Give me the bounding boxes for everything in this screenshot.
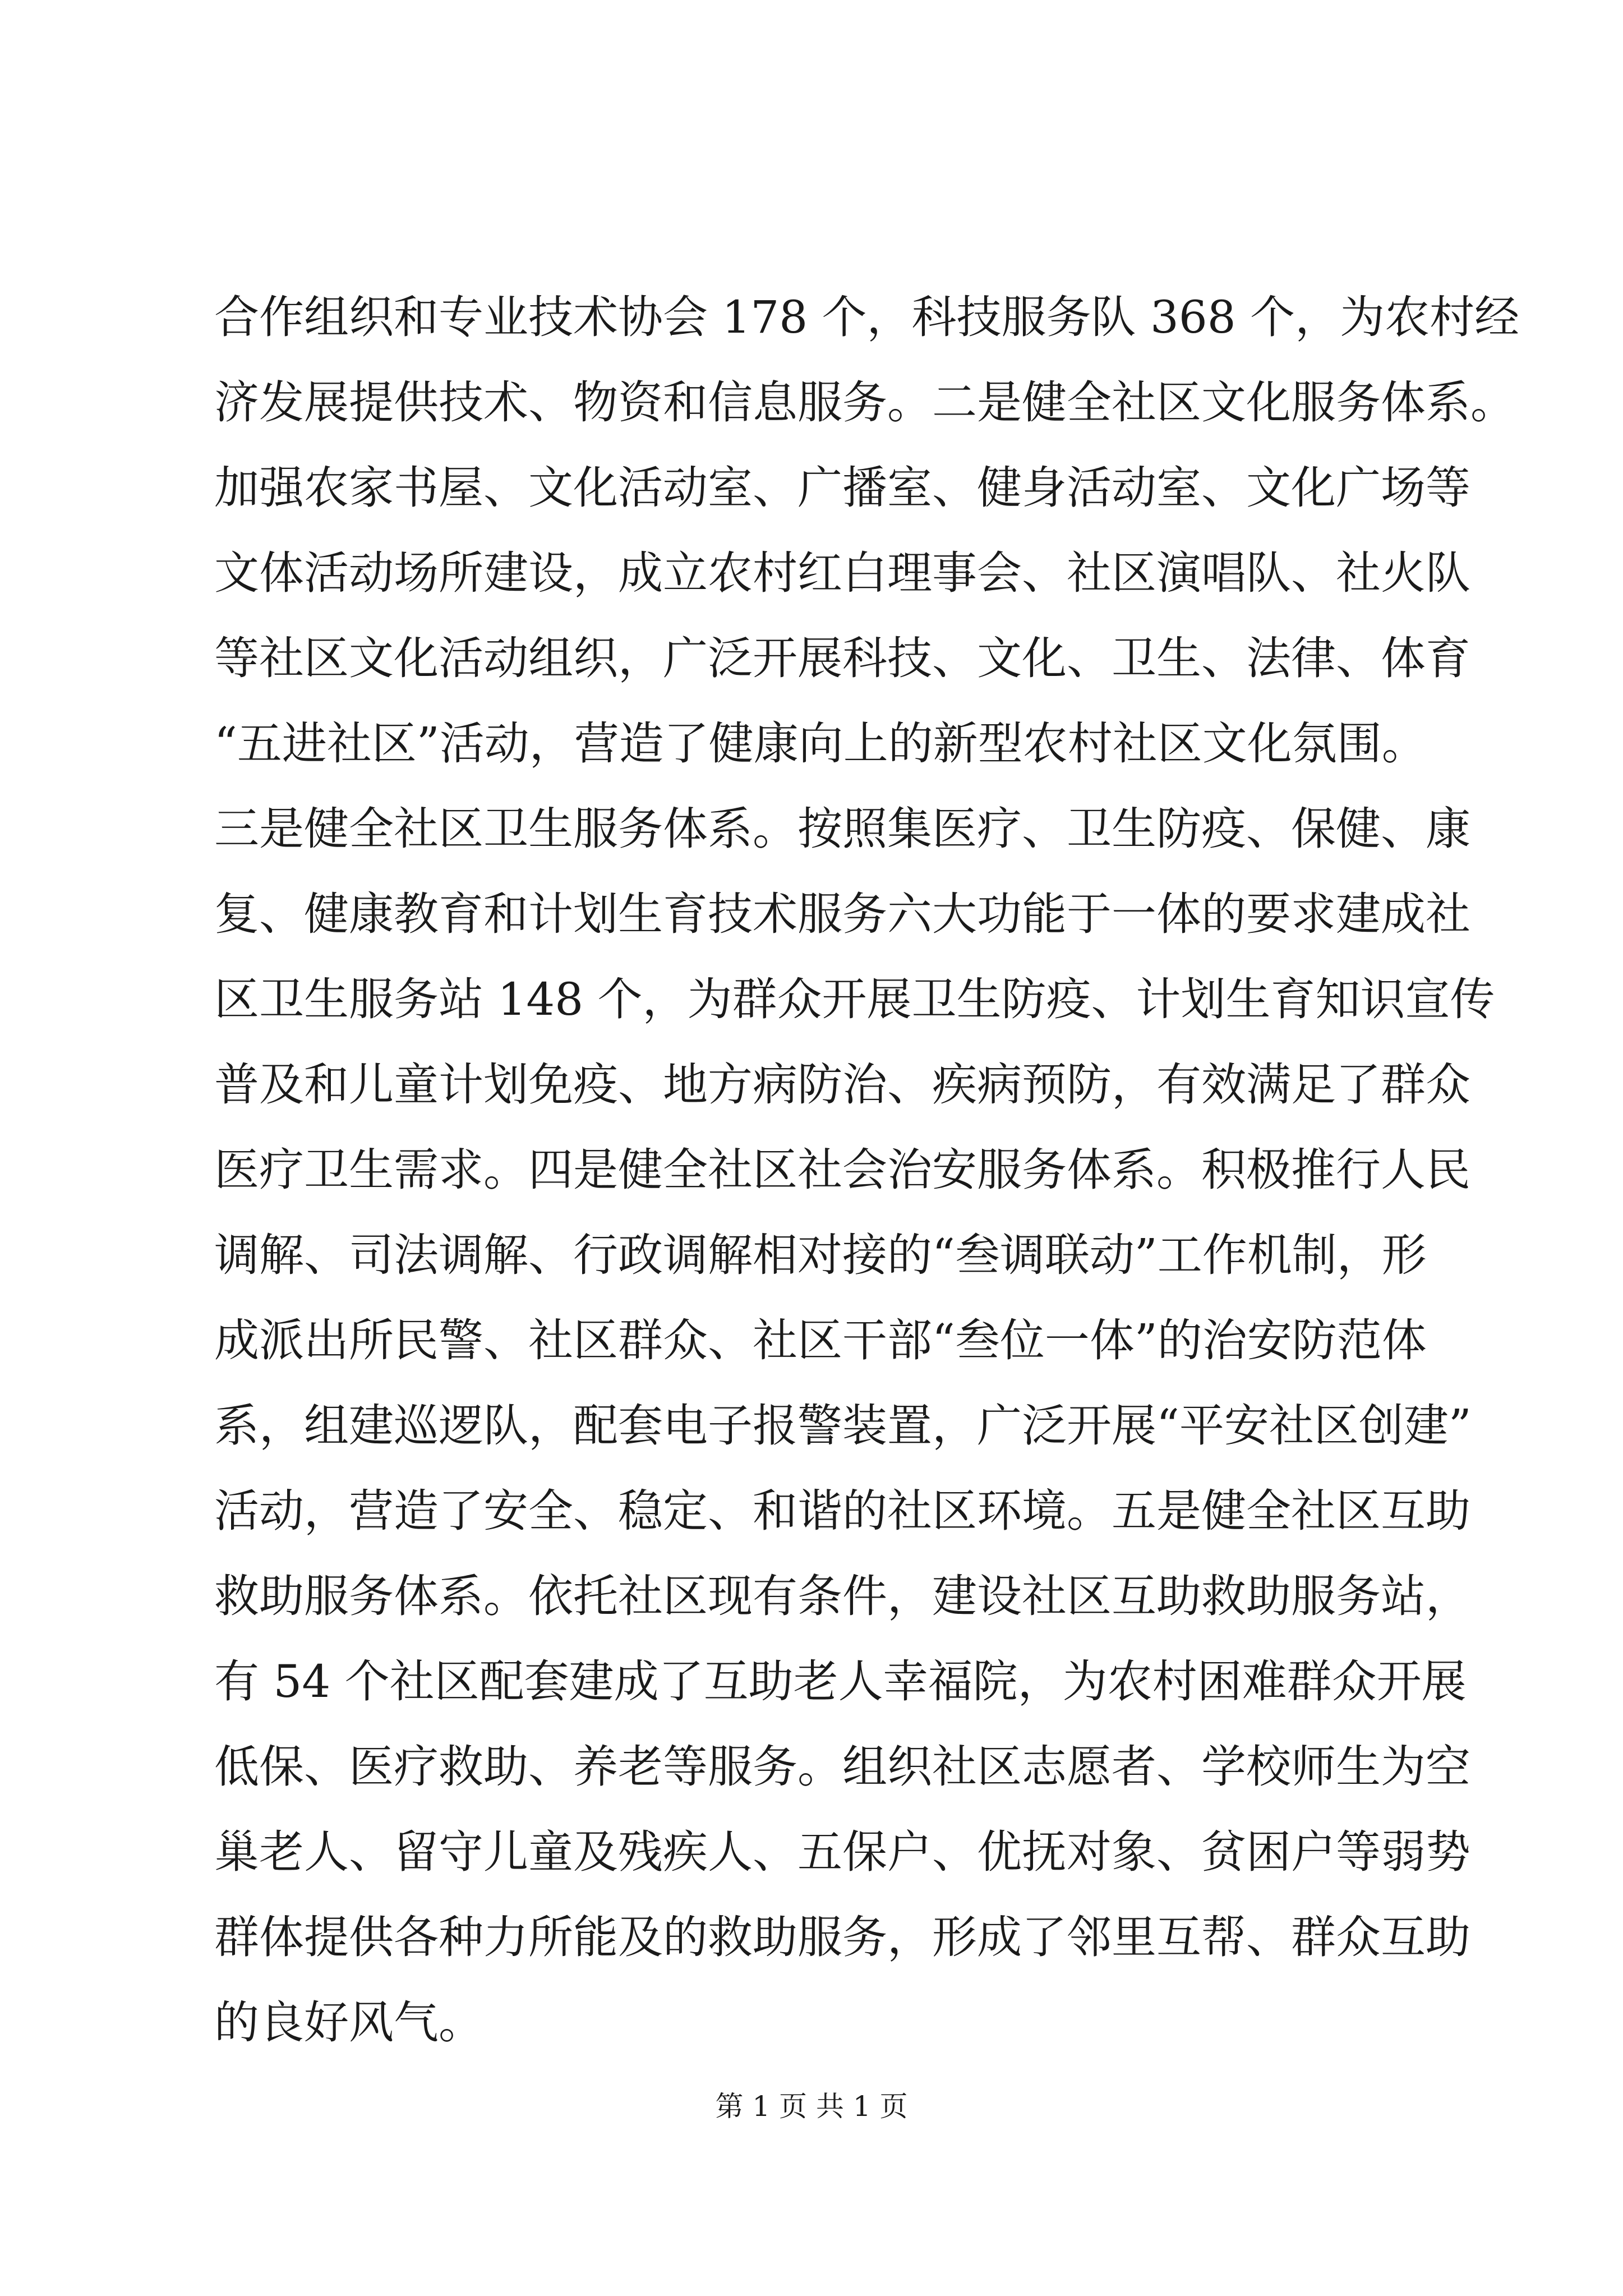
text-line: 群体提供各种力所能及的救助服务，形成了邻里互帮、群众互助 [214,1911,1470,1963]
text-line: 的良好风气。 [214,1996,483,2049]
text-line: 调解、司法调解、行政调解相对接的“叁调联动”工作机制，形 [214,1229,1427,1281]
text-line: 等社区文化活动组织，广泛开展科技、文化、卫生、法律、体育 [214,632,1470,684]
text-line: 医疗卫生需求。四是健全社区社会治安服务体系。积极推行人民 [214,1144,1470,1196]
text-line: 三是健全社区卫生服务体系。按照集医疗、卫生防疫、保健、康 [214,803,1470,855]
text-line: 复、健康教育和计划生育技术服务六大功能于一体的要求建成社 [214,888,1470,940]
text-line: “五进社区”活动，营造了健康向上的新型农村社区文化氛围。 [214,717,1427,770]
text-line: 成派出所民警、社区群众、社区干部“叁位一体”的治安防范体 [214,1314,1427,1366]
text-line: 普及和儿童计划免疫、地方病防治、疾病预防，有效满足了群众 [214,1059,1470,1111]
text-line: 济发展提供技术、物资和信息服务。二是健全社区文化服务体系。 [214,376,1515,429]
body-paragraph [214,275,1520,2065]
text-line: 活动，营造了安全、稳定、和谐的社区环境。五是健全社区互助 [214,1485,1470,1537]
page-number-label: 第 1 页 共 1 页 [715,2090,908,2123]
text-line: 加强农家书屋、文化活动室、广播室、健身活动室、文化广场等 [214,462,1470,514]
text-line: 有 54 个社区配套建成了互助老人幸福院，为农村困难群众开展 [214,1655,1467,1708]
text-line: 低保、医疗救助、养老等服务。组织社区志愿者、学校师生为空 [214,1741,1470,1793]
text-line: 系，组建巡逻队，配套电子报警装置，广泛开展“平安社区创建” [214,1400,1472,1452]
text-line: 文体活动场所建设，成立农村红白理事会、社区演唱队、社火队 [214,547,1470,599]
text-line: 合作组织和专业技术协会 178 个，科技服务队 368 个，为农村经 [214,291,1520,343]
text-line: 救助服务体系。依托社区现有条件，建设社区互助救助服务站， [214,1570,1470,1622]
text-line: 巢老人、留守儿童及残疾人、五保户、优抚对象、贫困户等弱势 [214,1826,1470,1878]
page-footer [0,2087,1623,2126]
text-line: 区卫生服务站 148 个，为群众开展卫生防疫、计划生育知识宣传 [214,973,1495,1025]
